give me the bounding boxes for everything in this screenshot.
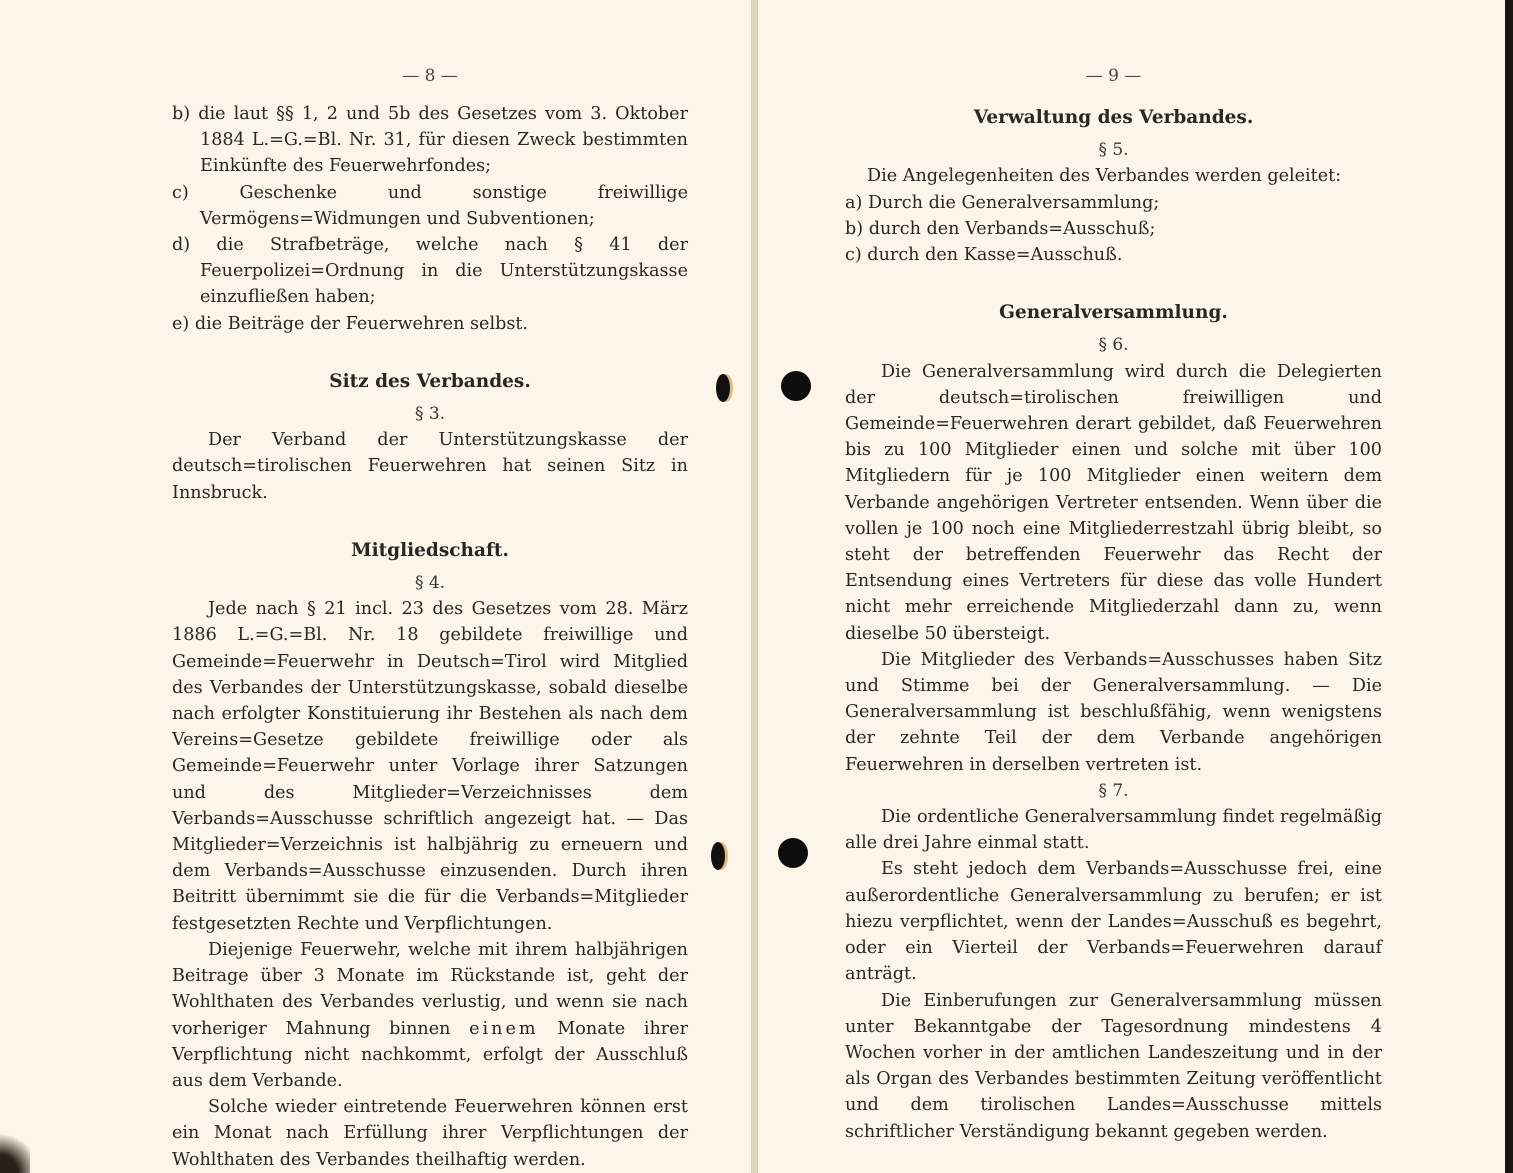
paragraph: Die Einberufungen zur Generalversammlung müssen unter Bekanntgabe der Tagesordnung mindestens 4 Wochen vorher in der amtlichen Landeszeitung und in der als Organ des Verbandes bestimmten Zeitung veröffentlicht und dem tirolischen Landes=Ausschusse mittels schriftlicher Verständigung bekannt gegeben werden. (845, 990, 1382, 1142)
paragraph (172, 937, 688, 1094)
punch-hole-icon (778, 838, 808, 868)
paragraph: Die Angelegenheiten des Verbandes werden geleitet: (867, 166, 1342, 187)
paragraph-text: Diejenige Feuerwehr, welche mit ihrem halbjährigen Beitrage über 3 Monate im Rückstande ist, geht der Wohlthaten des Verbandes verlustig, und wenn sie nach vorheriger Mahnung binnen (172, 939, 688, 1039)
page-number: — 9 — (1085, 66, 1142, 86)
section-number: § 3. (414, 404, 446, 425)
punch-hole-icon (781, 371, 811, 401)
list-item: c) durch den Kasse=Ausschuß. (845, 245, 1123, 266)
section-number: § 6. (1098, 335, 1129, 356)
scan-edge (1505, 0, 1513, 1173)
paragraph: Es steht jedoch dem Verbands=Ausschusse frei, eine außerordentliche Generalversammlung zu berufen; er ist hiezu verpflichtet, wenn der Landes=Ausschuß es begehrt, oder ein Vierteil der Verbands=Feuerwehren darauf anträgt. (845, 859, 1382, 985)
emphasized-word: einem (469, 1018, 539, 1039)
page-number: — 8 — (402, 66, 458, 86)
right-text-column (845, 63, 1382, 1145)
section-number: § 7. (1098, 780, 1129, 801)
list-item: c) Geschenke und sonstige freiwillige Vermögens=Widmungen und Subventionen; (172, 182, 688, 229)
punch-hole-icon (711, 842, 725, 870)
paragraph: Der Verband der Unterstützungskasse der deutsch=tirolischen Feuerwehren hat seinen Sitz in Innsbruck. (172, 430, 688, 503)
list-item: b) die laut §§ 1, 2 und 5b des Gesetzes vom 3. Oktober 1884 L.=G.=Bl. Nr. 31, für diesen Zweck bestimmten Einkünfte des Feuerwehrfondes; (172, 104, 688, 177)
section-heading: Sitz des Verbandes. (329, 370, 531, 392)
list-item: d) die Strafbeträge, welche nach § 41 der Feuerpolizei=Ordnung in die Unterstützungskasse einzufließen haben; (172, 235, 688, 308)
paragraph: Die Generalversammlung wird durch die Delegierten der deutsch=tirolischen freiwilligen und Gemeinde=Feuerwehren derart gebildet, daß Feuerwehren bis zu 100 Mitglieder einen und solche mit über 100 Mitgliedern für je 100 Mitglieder einen weitern dem Verbande angehörigen Vertreter entsenden. Wenn über die vollen je 100 noch eine Mitgliederrestzahl übrig bleibt, so steht der betreffenden Feuerwehr das Recht der Entsendung eines Vertreters für diese das volle Hundert nicht mehr erreichende Mitgliederzahl dann zu, wenn dieselbe 50 übersteigt. (845, 361, 1382, 644)
paragraph: Die Mitglieder des Verbands=Ausschusses haben Sitz und Stimme bei der Generalversammlung. — Die Generalversammlung ist beschlußfähig, wenn wenigstens der zehnte Teil der dem Verbande angehörigen Feuerwehren in derselben vertreten ist. (845, 649, 1382, 775)
section-heading: Generalversammlung. (999, 302, 1228, 324)
paragraph-text: Monate ihrer Verpflichtung nicht nachkommt, erfolgt der Ausschluß aus dem Verbande. (172, 1018, 689, 1091)
paragraph: Jede nach § 21 incl. 23 des Gesetzes vom 28. März 1886 L.=G.=Bl. Nr. 18 gebildete freiwillige und Gemeinde=Feuerwehr in Deutsch=Tirol wird Mitglied des Verbandes der Unterstützungskasse, sobald dieselbe nach erfolgter Konstituierung ihr Bestehen als nach dem Vereins=Gesetze gebildete freiwillige oder als Gemeinde=Feuerwehr unter Vorlage ihrer Satzungen und des Mitglieder=Verzeichnisses dem Verbands=Ausschusse schriftlich angezeigt hat. — Das Mitglieder=Verzeichnis ist halbjährig zu erneuern und dem Verbands=Ausschusse einzusenden. Durch ihren Beitritt übernimmt sie die für die Verbands=Mitglieder festgesetzten Rechte und Verpflichtungen. (172, 599, 688, 934)
paragraph: Solche wieder eintretende Feuerwehren können erst ein Monat nach Erfüllung ihrer Verpflichtungen der Wohlthaten des Verbandes theilhaftig werden. (172, 1097, 688, 1170)
section-number: § 5. (1098, 140, 1129, 161)
list-item: a) Durch die Generalversammlung; (845, 192, 1160, 213)
section-heading: Verwaltung des Verbandes. (973, 107, 1254, 128)
paragraph: Die ordentliche Generalversammlung findet regelmäßig alle drei Jahre einmal statt. (845, 807, 1382, 854)
section-heading: Mitgliedschaft. (351, 539, 509, 561)
corner-shadow (0, 1130, 30, 1173)
left-text-column (172, 63, 688, 1173)
list-item: e) die Beiträge der Feuerwehren selbst. (172, 313, 529, 334)
punch-hole-icon (716, 374, 730, 402)
section-number: § 4. (414, 573, 446, 594)
list-item: b) durch den Verbands=Ausschuß; (845, 218, 1156, 239)
